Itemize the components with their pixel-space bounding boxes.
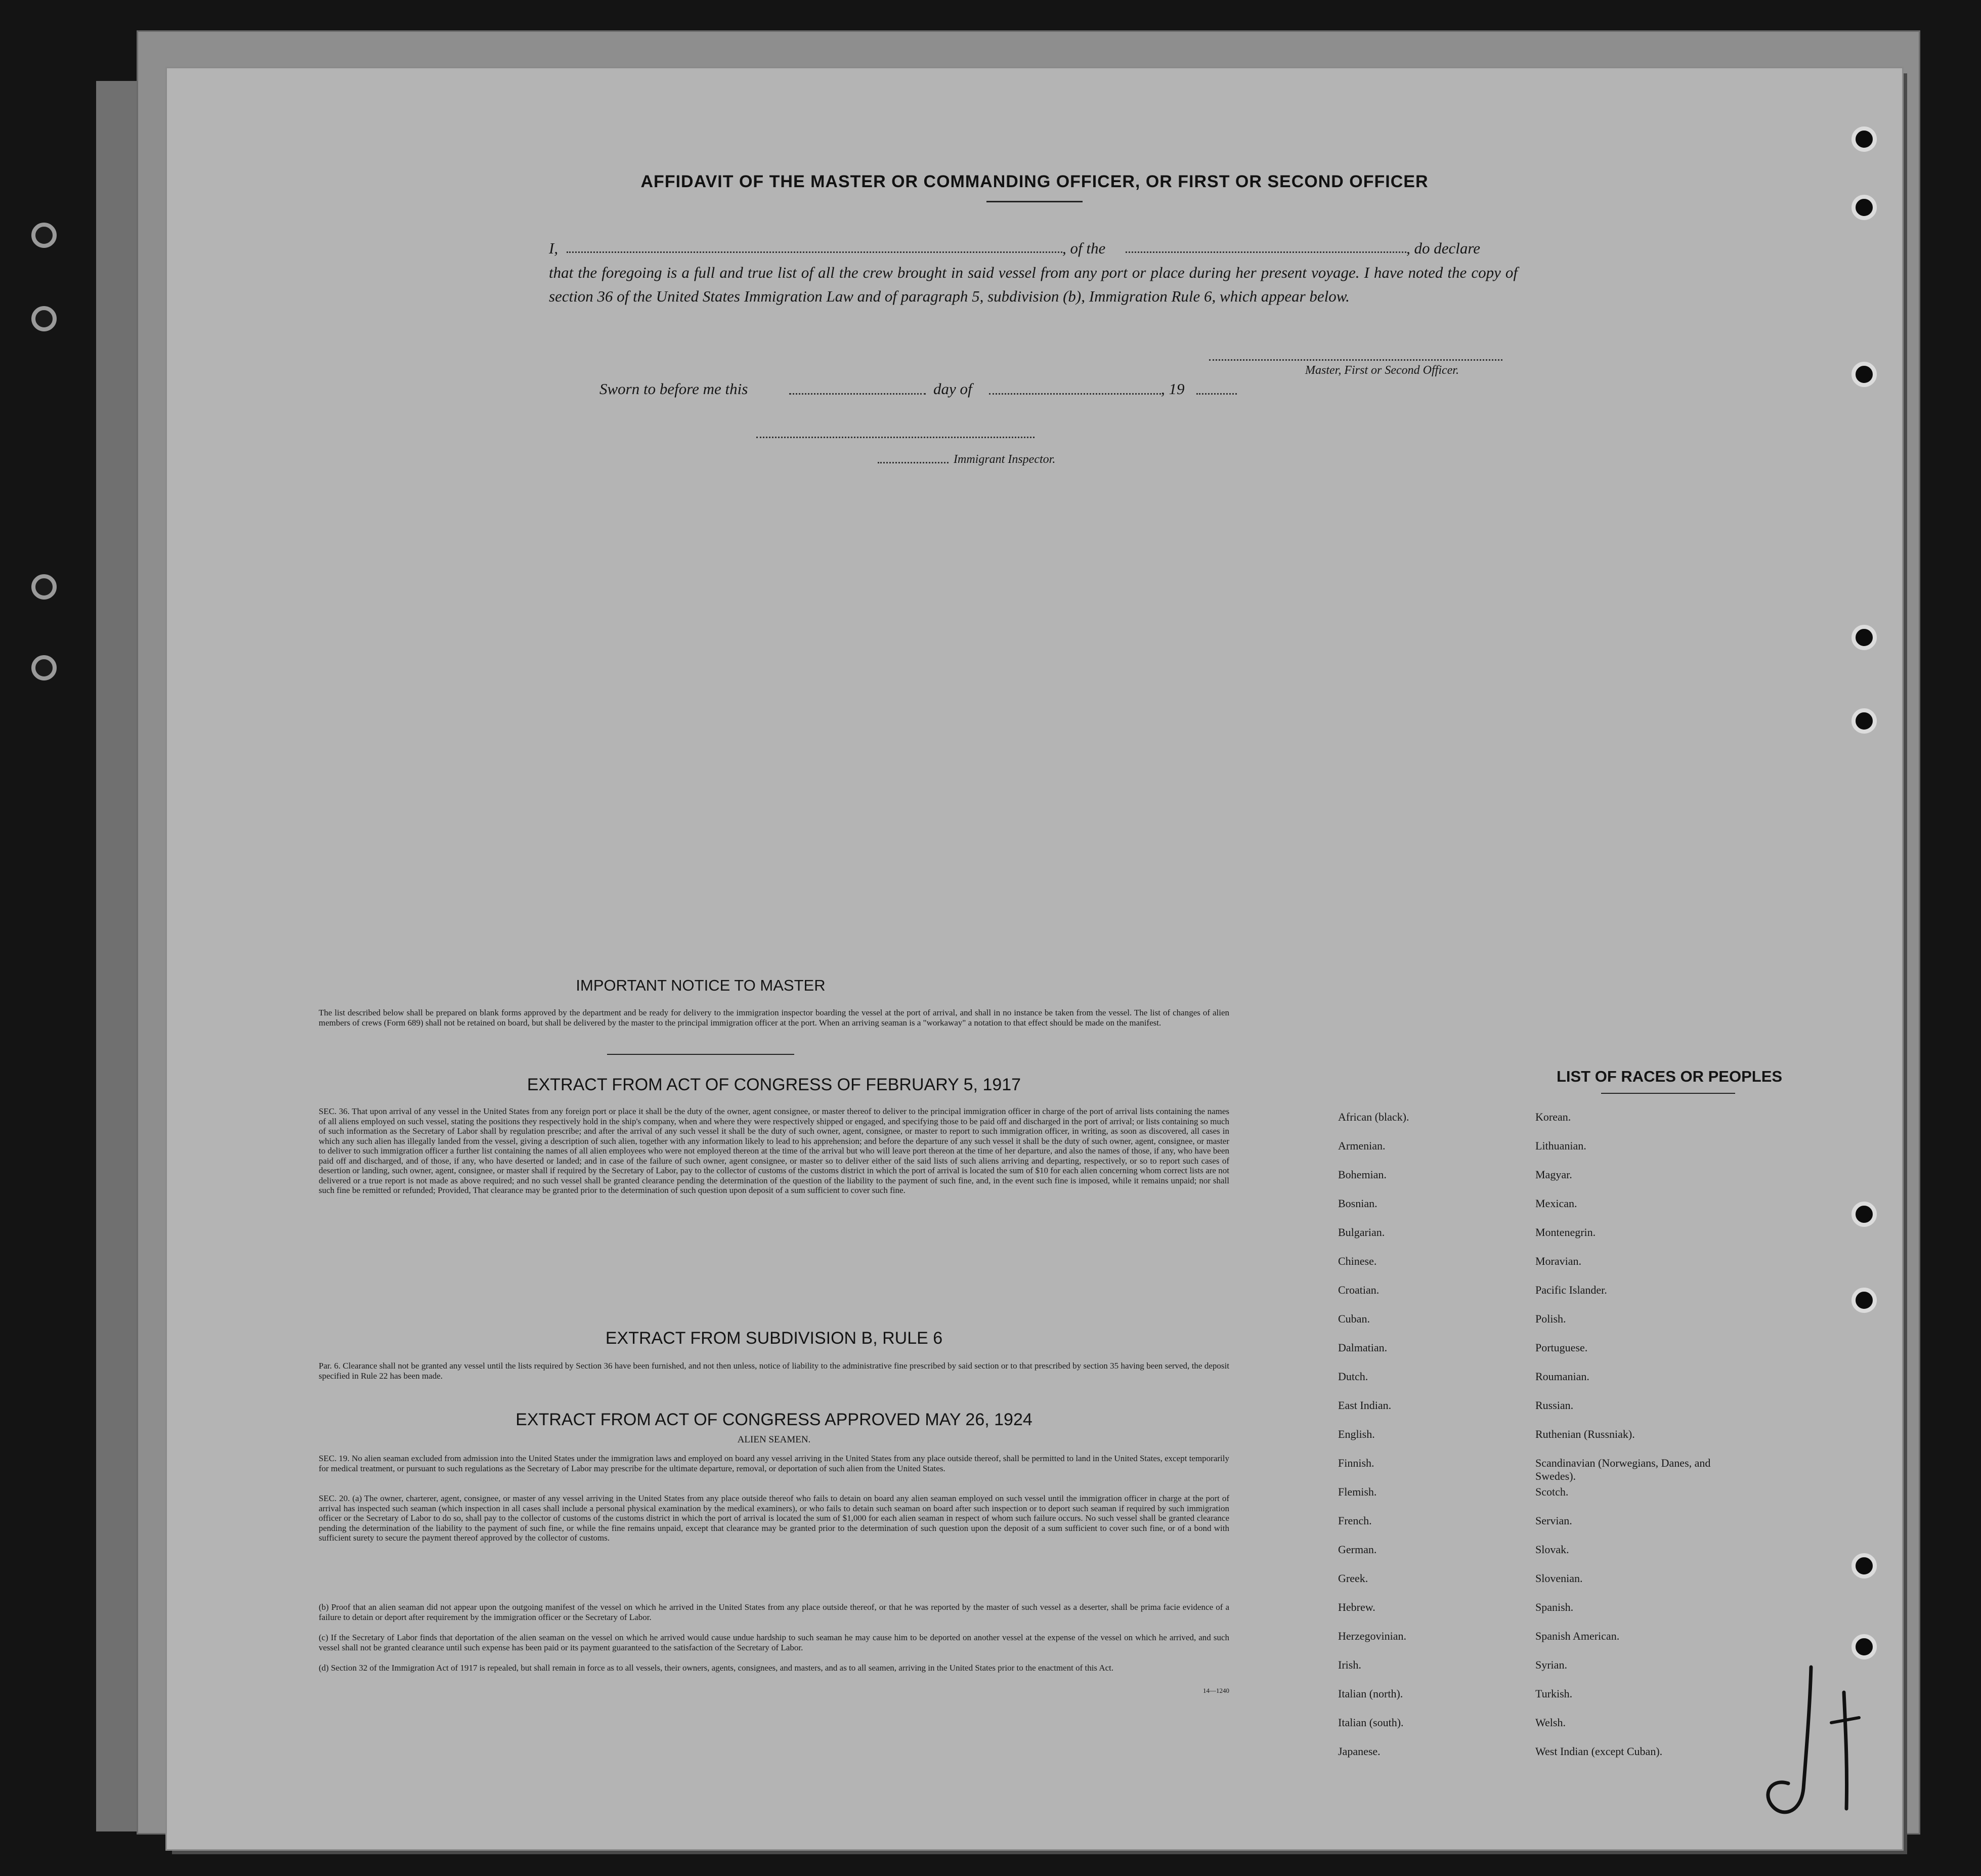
punch-hole bbox=[1851, 708, 1877, 734]
race-item: Armenian. bbox=[1338, 1139, 1386, 1152]
races-column-1 bbox=[1338, 1111, 1510, 1774]
race-item: Dutch. bbox=[1338, 1370, 1368, 1383]
sworn-day-label: day of bbox=[933, 380, 972, 398]
race-item: Spanish American. bbox=[1535, 1630, 1620, 1642]
race-item: Magyar. bbox=[1535, 1168, 1572, 1181]
act-1924-sec20d: (d) Section 32 of the Immigration Act of 1917 is repealed, but shall remain in force as to all vessels, their owners, agents, consignees, and masters, and as to all seamen, arriving in the United States prior to the enactment of this Act. bbox=[319, 1663, 1114, 1673]
sworn-prefix: Sworn to before me this bbox=[599, 380, 748, 398]
act-1924-subtitle: ALIEN SEAMEN. bbox=[737, 1434, 811, 1445]
race-item: Japanese. bbox=[1338, 1745, 1381, 1758]
race-item: African (black). bbox=[1338, 1111, 1409, 1123]
affidavit-title: AFFIDAVIT OF THE MASTER OR COMMANDING OFFICER, OR FIRST OR SECOND OFFICER bbox=[640, 172, 1429, 191]
inspector-label: Immigrant Inspector. bbox=[954, 453, 1056, 466]
title-underline bbox=[986, 201, 1083, 202]
vessel-name-line bbox=[1126, 251, 1406, 253]
sworn-year-label: , 19 bbox=[1161, 380, 1185, 398]
race-item: Greek. bbox=[1338, 1572, 1368, 1585]
race-item: Turkish. bbox=[1535, 1687, 1573, 1700]
punch-hole bbox=[1851, 195, 1877, 220]
race-item: German. bbox=[1338, 1543, 1377, 1556]
of-the-label: , of the bbox=[1062, 239, 1106, 257]
act-1917-title: EXTRACT FROM ACT OF CONGRESS OF FEBRUARY 5, 1917 bbox=[527, 1075, 1021, 1094]
race-item: Pacific Islander. bbox=[1535, 1284, 1607, 1296]
act-1917-text: SEC. 36. That upon arrival of any vessel in the United States from any foreign port or place it shall be the duty of the owner, agent consignee, or master thereof to deliver to the principal immigration officer in charge of the port of arrival lists containing the names of all aliens employed on such vessel, stating the positions they respectively hold in the ship's company, when and where they were respectively shipped or engaged, and specifying those to be paid off and discharged in the port of arrival; or lists containing so much of such information as the Secretary of Labor shall by regulation prescribe; and after the arrival of any such vessel it shall be the duty of such owner, agent, consignee, or master to report to such immigration officer, in writing, as soon as discovered, all cases in which any such alien has illegally landed from the vessel, giving a description of such alien, together with any information likely to lead to his apprehension; and before the departure of any such vessel it shall be the duty of such owner, agent, consignee, or master to deliver to such immigration officer a further list containing the names of all alien employees who were not employed thereon at the time of the arrival but who will leave port thereon at the time of her departure, and also the names of those, if any, who have been paid off and discharged, and of those, if any, who have deserted or landed; and in case of the failure of such owner, agent consignee, or master so to deliver either of the said lists of such aliens arriving and departing, respectively, or so to report such cases of desertion or landing, such owner, agent, consignee, or master shall if required by the Secretary of Labor, pay to the collector of customs of the customs district in which the port of arrival is located the sum of $10 for each alien concerning whom correct lists are not delivered or a true report is not made as above required; and no such vessel shall be granted clearance pending the determination of the question of the liability to the payment of such fine, and, in the event such fine is imposed, while it remains unpaid; nor shall such fine be remitted or refunded; Provided, That clearance may be granted prior to the determination of such question upon deposit of a sum sufficient to cover such fine. bbox=[319, 1106, 1229, 1195]
race-item: Servian. bbox=[1535, 1514, 1572, 1527]
punch-hole bbox=[31, 223, 57, 248]
race-item: West Indian (except Cuban). bbox=[1535, 1745, 1663, 1758]
declarant-name-line bbox=[567, 251, 1062, 253]
act-1924-sec20b: (b) Proof that an alien seaman did not appear upon the outgoing manifest of the vessel on which he arrived in the United States from any place outside thereof, or that he was reported by the master of such vessel as a deserter, shall be prima facie evidence of a failure to detain or deport after requirement by the immigration officer or the Secretary of Labor. bbox=[319, 1602, 1229, 1622]
inspector-signature-line-2 bbox=[878, 462, 949, 463]
act-1924-sec19: SEC. 19. No alien seaman excluded from admission into the United States under the immigration laws and employed on board any vessel arriving in the United States from any place outside thereof, shall be permitted to land in the United States, except temporarily for medical treatment, or pursuant to such regulations as the Secretary of Labor may prescribe for the ultimate departure, removal, or deportation of such alien from the United States. bbox=[319, 1454, 1229, 1473]
race-item: Italian (south). bbox=[1338, 1716, 1404, 1729]
race-item: Welsh. bbox=[1535, 1716, 1566, 1729]
act-1924-sec20a: SEC. 20. (a) The owner, charterer, agent, consignee, or master of any vessel arriving in the United States from any place outside thereof who fails to detain on board any alien seaman employed on such vessel until the immigration officer in charge at the port of arrival has inspected such seaman (which inspection in all cases shall include a personal physical examination by the medical examiners), or who fails to detain such seaman on board after such inspection or to deport such seaman if required by such immigration officer or the Secretary of Labor to do so, shall pay to the collector of customs of the customs district in which the port of arrival is located the sum of $1,000 for each alien seaman in respect of whom such failure occurs. No such vessel shall be granted clearance pending the determination of the liability to the payment of such fine, or while the fine remains unpaid, except that clearance may be granted prior to the determination of such question upon the deposit of a sum sufficient to cover such fine, or of a bond with sufficient surety to secure the payment thereof approved by the collector of customs. bbox=[319, 1494, 1229, 1543]
race-item: Chinese. bbox=[1338, 1255, 1377, 1267]
punch-hole bbox=[1851, 1288, 1877, 1313]
declarant-prefix: I, bbox=[549, 239, 558, 257]
race-item: Flemish. bbox=[1338, 1485, 1377, 1498]
punch-hole bbox=[31, 655, 57, 680]
race-item: Spanish. bbox=[1535, 1601, 1574, 1613]
punch-hole bbox=[31, 306, 57, 331]
race-item: Dalmatian. bbox=[1338, 1341, 1388, 1354]
race-item: Bulgarian. bbox=[1338, 1226, 1385, 1239]
races-title-underline bbox=[1601, 1093, 1735, 1094]
race-item: Syrian. bbox=[1535, 1658, 1567, 1671]
rule6-title: EXTRACT FROM SUBDIVISION B, RULE 6 bbox=[605, 1329, 943, 1348]
notice-title: IMPORTANT NOTICE TO MASTER bbox=[576, 976, 826, 994]
punch-hole bbox=[1851, 625, 1877, 650]
races-title: LIST OF RACES OR PEOPLES bbox=[1556, 1068, 1783, 1085]
race-item: Bosnian. bbox=[1338, 1197, 1377, 1210]
race-item: Slovak. bbox=[1535, 1543, 1569, 1556]
sworn-day-line bbox=[789, 393, 926, 395]
race-item: Korean. bbox=[1535, 1111, 1571, 1123]
officer-signature-line bbox=[1209, 359, 1502, 361]
race-item: Irish. bbox=[1338, 1658, 1361, 1671]
race-item: Ruthenian (Russniak). bbox=[1535, 1428, 1635, 1440]
form-number: 14—1240 bbox=[1203, 1687, 1229, 1694]
race-item: Scandinavian (Norwegians, Danes, and Swedes). bbox=[1535, 1457, 1711, 1482]
rule6-text: Par. 6. Clearance shall not be granted any vessel until the lists required by Section 36 have been furnished, and not then unless, notice of liability to the administrative fine prescribed by said section or to that prescribed by section 35 having been served, the deposit specified in Rule 22 has been made. bbox=[319, 1361, 1229, 1381]
races-column-2 bbox=[1535, 1111, 1748, 1774]
punch-hole bbox=[1851, 1553, 1877, 1579]
notice-divider bbox=[607, 1054, 794, 1055]
sworn-year-line bbox=[1196, 393, 1237, 395]
race-item: Lithuanian. bbox=[1535, 1139, 1586, 1152]
punch-hole bbox=[1851, 126, 1877, 152]
race-item: Slovenian. bbox=[1535, 1572, 1583, 1585]
race-item: French. bbox=[1338, 1514, 1372, 1527]
act-1924-sec20c: (c) If the Secretary of Labor finds that deportation of the alien seaman on the vessel on which he arrived would cause undue hardship to such seaman he may cause him to be deported on another vessel at the expense of the vessel on which he arrived, and such vessel shall not be granted clearance until such expense has been paid or its payment guaranteed to the satisfaction of the Secretary of Labor. bbox=[319, 1633, 1229, 1652]
race-item: Bohemian. bbox=[1338, 1168, 1387, 1181]
race-item: East Indian. bbox=[1338, 1399, 1392, 1412]
punch-hole bbox=[1851, 1634, 1877, 1659]
race-item: Croatian. bbox=[1338, 1284, 1380, 1296]
race-item: English. bbox=[1338, 1428, 1375, 1440]
race-item: Polish. bbox=[1535, 1312, 1566, 1325]
notice-text: The list described below shall be prepared on blank forms approved by the department and be ready for delivery to the immigration inspector boarding the vessel at the port of arrival, and shall in no instance be taken from the vessel. The list of changes of alien members of crews (Form 689) shall not be retained on board, but shall be delivered by the master to the principal immigration officer at the port. When an arriving seaman is a "workaway" a notation to that effect should be made on the manifest. bbox=[319, 1008, 1229, 1028]
race-item: Moravian. bbox=[1535, 1255, 1582, 1267]
race-item: Italian (north). bbox=[1338, 1687, 1403, 1700]
race-item: Roumanian. bbox=[1535, 1370, 1589, 1383]
do-declare-label: , do declare bbox=[1406, 239, 1481, 257]
punch-hole bbox=[1851, 1202, 1877, 1227]
officer-signature-label: Master, First or Second Officer. bbox=[1305, 364, 1459, 377]
act-1924-title: EXTRACT FROM ACT OF CONGRESS APPROVED MAY 26, 1924 bbox=[515, 1410, 1032, 1429]
sworn-month-line bbox=[989, 393, 1161, 395]
affidavit-statement: that the foregoing is a full and true list of all the crew brought in said vessel from any port or place during her present voyage. I have noted the copy of section 36 of the United States Immigration Law and of paragraph 5, subdivision (b), Immigration Rule 6, which appear below. bbox=[549, 264, 1518, 305]
affidavit-form-sheet bbox=[167, 68, 1902, 1849]
race-item: Finnish. bbox=[1338, 1457, 1374, 1469]
race-item: Scotch. bbox=[1535, 1485, 1569, 1498]
race-item: Montenegrin. bbox=[1535, 1226, 1596, 1239]
inspector-signature-line-1 bbox=[756, 437, 1035, 438]
race-item: Portuguese. bbox=[1535, 1341, 1588, 1354]
race-item: Cuban. bbox=[1338, 1312, 1370, 1325]
race-item: Hebrew. bbox=[1338, 1601, 1375, 1613]
race-item: Russian. bbox=[1535, 1399, 1574, 1412]
race-item: Herzegovinian. bbox=[1338, 1630, 1406, 1642]
race-item: Mexican. bbox=[1535, 1197, 1577, 1210]
punch-hole bbox=[1851, 362, 1877, 387]
punch-hole bbox=[31, 574, 57, 600]
handwritten-mark bbox=[1750, 1662, 1877, 1829]
